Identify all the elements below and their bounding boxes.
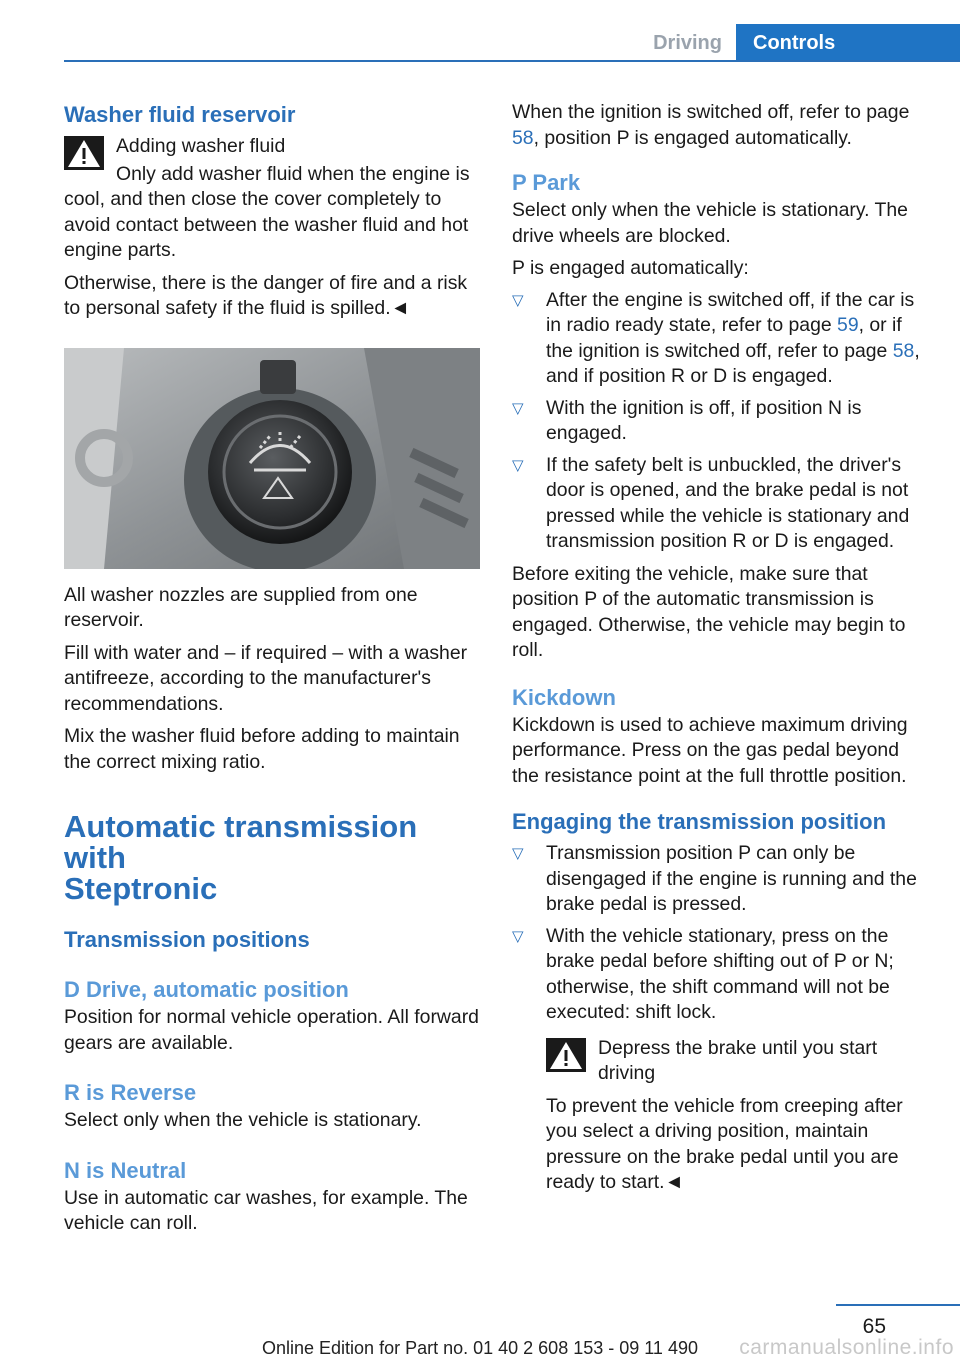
warning-text: To prevent the vehicle from creeping after you select a driving position, maintain pressure on the brake pedal until you are ready to start.◄ (546, 1094, 903, 1193)
list-item: ▽ After the engine is switched off, if the car is in radio ready state, refer to page 59, or if the ignition is switched off, refer to page 58, and if position R or D is engaged. (512, 288, 920, 387)
watermark: carmanualsonline.info (739, 1336, 954, 1359)
triangle-bullet-icon: ▽ (512, 845, 524, 862)
washer-warning (64, 134, 482, 322)
para-reverse: Select only when the vehicle is stationary. (64, 1109, 422, 1131)
engage-list (512, 841, 930, 1026)
header-rule (64, 60, 960, 62)
washer-reservoir-photo (64, 348, 480, 569)
subheading-positions: Transmission positions (64, 927, 310, 952)
footer-rule (836, 1304, 960, 1306)
para-neutral: Use in automatic car washes, for example. The vehicle can roll. (64, 1186, 468, 1234)
header-tab-controls[interactable]: Controls (736, 24, 960, 62)
list-item: ▽ With the ignition is off, if position N is engaged. (512, 396, 862, 444)
warning-text: Only add washer fluid when the engine is cool, and then close the cover completely to avoid contact between the washer fluid and hot engine parts. (64, 162, 470, 261)
heading-engaging: Engaging the transmission position (512, 809, 887, 834)
page-number: 65 (862, 1315, 886, 1338)
warning-text-2: Otherwise, there is the danger of fire and a risk to personal safety if the fluid is spilled.◄ (64, 271, 468, 319)
list-item: ▽ Transmission position P can only be disengaged if the engine is running and the brake pedal is pressed. (512, 842, 917, 915)
page-link-58[interactable]: 58 (512, 126, 534, 149)
para-exit: Before exiting the vehicle, make sure that position P of the automatic transmission is engaged. Otherwise, the vehicle may begin to roll. (512, 562, 906, 661)
para-fill: Fill with water and – if required – with a washer antifreeze, according to the manufacturer's recommendations. (64, 641, 468, 715)
para-kickdown: Kickdown is used to achieve maximum driving performance. Press on the gas pedal beyond the resistance point at the full throttle position. (512, 713, 908, 787)
para-drive: Position for normal vehicle operation. All forward gears are available. (64, 1006, 479, 1054)
triangle-bullet-icon: ▽ (512, 291, 524, 309)
warning-icon (546, 1038, 586, 1072)
heading-neutral: N is Neutral (64, 1157, 187, 1183)
page-link-59[interactable]: 59 (837, 314, 859, 336)
page-link-58[interactable]: 58 (892, 339, 915, 362)
heading-kickdown: Kickdown (512, 684, 616, 710)
washer-heading: Washer fluid reservoir (64, 102, 296, 127)
footer-edition: Online Edition for Part no. 01 40 2 608 153 - 09 11 490 (262, 1338, 698, 1358)
heading-drive: D Drive, automatic position (64, 977, 349, 1002)
left-column (64, 100, 482, 1237)
warning-title: Adding washer fluid (116, 135, 286, 157)
heading-reverse: R is Reverse (64, 1080, 197, 1105)
list-item: ▽ If the safety belt is unbuckled, the driver's door is opened, and the brake pedal is not pressed while the vehicle is stationary and transmission position R or D is engaged. (512, 453, 910, 552)
brake-warning (546, 1036, 930, 1196)
header-tab-driving[interactable]: Driving (653, 32, 722, 54)
auto-engage-list (512, 288, 930, 555)
para-mix: Mix the washer fluid before adding to maintain the correct mixing ratio. (64, 725, 460, 773)
triangle-bullet-icon: ▽ (512, 456, 524, 474)
para-ignition: When the ignition is switched off, refer to page 58, position P is engaged automatically. (512, 101, 910, 149)
warning-title: Depress the brake until you start driving (598, 1036, 878, 1084)
triangle-bullet-icon: ▽ (512, 399, 524, 417)
para-park: Select only when the vehicle is stationary. The drive wheels are blocked. (512, 199, 908, 247)
warning-icon (64, 136, 104, 170)
para-auto: P is engaged automatically: (512, 257, 749, 279)
section-title-line1: Automatic transmission with (64, 809, 418, 875)
triangle-bullet-icon: ▽ (512, 927, 524, 945)
right-column (512, 100, 930, 1196)
heading-park: P Park (512, 170, 581, 195)
para-nozzles: All washer nozzles are supplied from one reservoir. (64, 583, 418, 631)
list-item: ▽ With the vehicle stationary, press on the brake pedal before shifting out of P or N; otherwise, the shift command will not be executed: shift lock. (512, 924, 894, 1023)
section-title-line2: Steptronic (64, 871, 218, 906)
